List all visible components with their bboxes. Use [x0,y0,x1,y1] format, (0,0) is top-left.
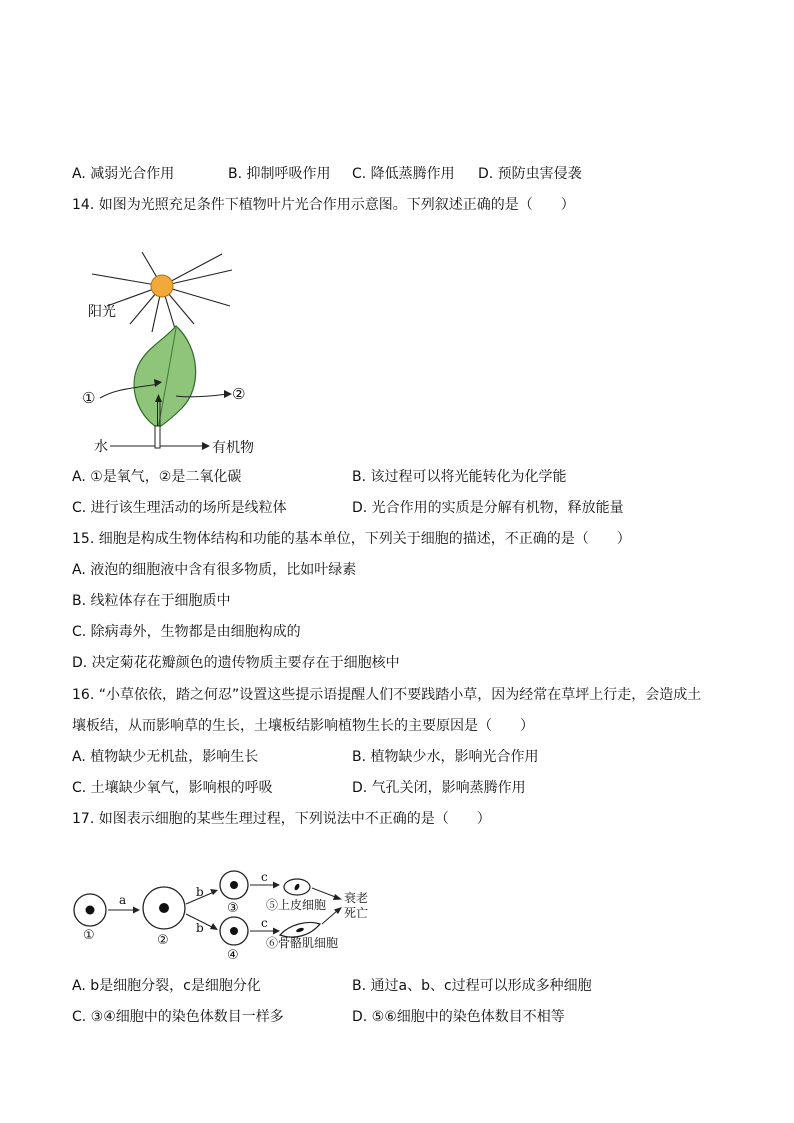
q15-option-d: D. 决定菊花花瓣颜色的遗传物质主要存在于细胞核中 [72,655,400,671]
q15-option-a: A. 液泡的细胞液中含有很多物质，比如叶绿素 [72,562,357,578]
q16-stem-line2: 壤板结，从而影响草的生长，土壤板结影响植物生长的主要原因是（ ） [72,718,534,734]
q16-stem-line1: 16. “小草依依，踏之何忍”设置这些提示语提醒人们不要践踏小草，因为经常在草坪上行走，会造成土 [72,687,702,703]
arrow-c-bottom-label: c [261,916,268,930]
q14-option-b: B. 该过程可以将光能转化为化学能 [352,469,567,485]
cell-3-label: ③ [227,901,239,916]
photosynthesis-figure [72,248,272,460]
q15-stem: 15. 细胞是构成生物体结构和功能的基本单位，下列关于细胞的描述，不正确的是（ ） [72,531,631,547]
q16-option-a: A. 植物缺少无机盐，影响生长 [72,749,259,765]
q14-option-c: C. 进行该生理活动的场所是线粒体 [72,500,287,516]
q14-option-a: A. ①是氧气，②是二氧化碳 [72,469,242,485]
q13-option-d: D. 预防虫害侵袭 [478,166,582,182]
cell-5-label: ⑤上皮细胞 [266,898,327,912]
cell-4-label: ④ [227,948,239,963]
water-label: 水 [94,439,108,455]
leaf-stem [155,426,160,448]
arrow-b-top-label: b [196,885,204,899]
cell-1-label: ① [83,928,95,943]
arrow-c-top-label: c [261,870,268,884]
q14-option-d: D. 光合作用的实质是分解有机物，释放能量 [352,500,624,516]
q17-option-d: D. ⑤⑥细胞中的染色体数目不相等 [352,1009,565,1025]
cell-2-label: ② [157,933,169,948]
organic-label: 有机物 [212,440,254,456]
sun-icon [151,275,173,297]
q16-option-d: D. 气孔关闭，影响蒸腾作用 [352,780,526,796]
q13-option-c: C. 降低蒸腾作用 [352,166,455,182]
q17-stem: 17. 如图表示细胞的某些生理过程，下列说法中不正确的是（ ） [72,811,491,827]
output-label: ② [232,385,246,403]
q16-option-b: B. 植物缺少水，影响光合作用 [352,749,539,765]
arrow-a-label: a [119,893,127,907]
q13-option-a: A. 减弱光合作用 [72,166,175,182]
arrow-b-bottom-label: b [196,921,204,935]
q13-option-b: B. 抑制呼吸作用 [228,166,331,182]
q14-stem: 14. 如图为光照充足条件下植物叶片光合作用示意图。下列叙述正确的是（ ） [72,197,575,213]
q15-option-c: C. 除病毒外，生物都是由细胞构成的 [72,624,301,640]
cell-6-label: ⑥骨骼肌细胞 [266,936,339,950]
q16-option-c: C. 土壤缺少氧气，影响根的呼吸 [72,780,273,796]
q15-option-b: B. 线粒体存在于细胞质中 [72,593,231,609]
sun-label: 阳光 [88,304,116,320]
cell-process-figure [68,864,388,964]
q17-option-b: B. 通过a、b、c过程可以形成多种细胞 [352,978,592,994]
q17-option-a: A. b是细胞分裂，c是细胞分化 [72,978,261,994]
end-label-2: 死亡 [344,906,369,920]
end-label-1: 衰老 [344,891,369,905]
input-label: ① [82,389,96,407]
q17-option-c: C. ③④细胞中的染色体数目一样多 [72,1009,284,1025]
leaf-icon [134,326,196,428]
